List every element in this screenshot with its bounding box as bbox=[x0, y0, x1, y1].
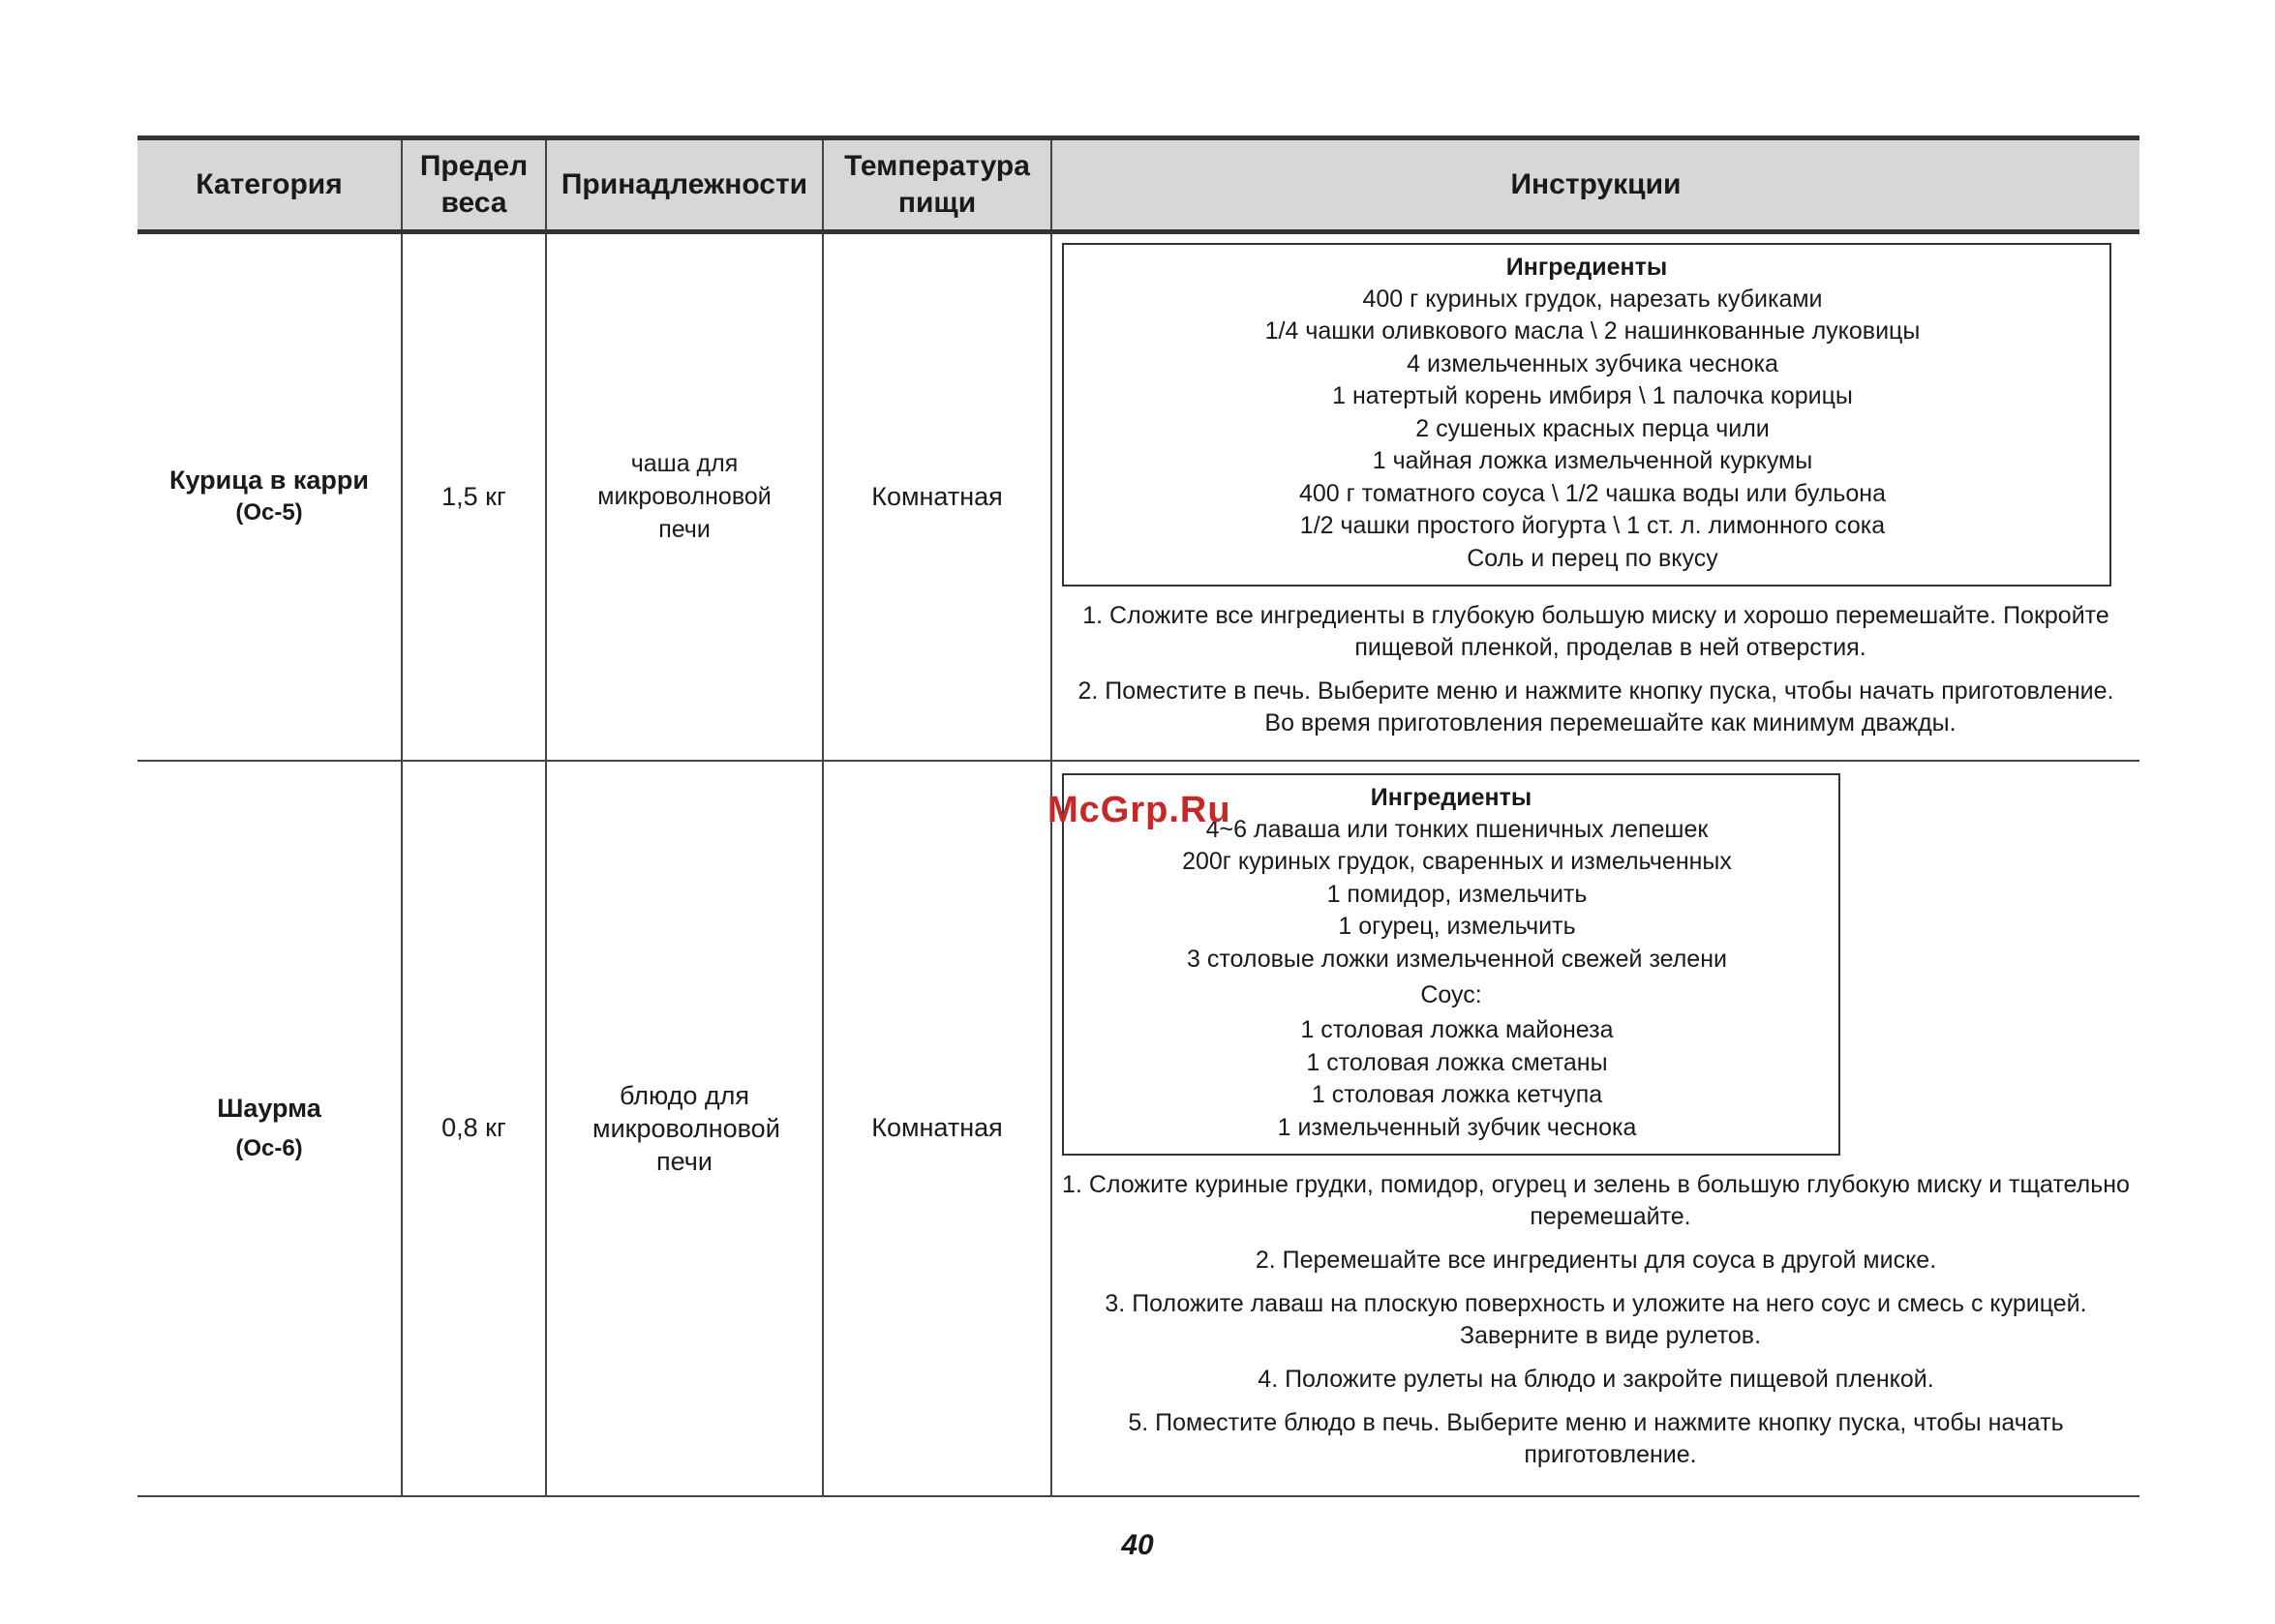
ingredients-title: Ингредиенты bbox=[1505, 253, 1668, 281]
accessory-cell bbox=[546, 761, 823, 1496]
instruction-step: 2. Перемешайте все ингредиенты для соуса в другой миске. bbox=[1255, 1247, 1937, 1275]
accessory-text: блюдо для микроволновой печи bbox=[592, 1080, 780, 1176]
header-category: Категория bbox=[137, 138, 402, 232]
page-number: 40 bbox=[1121, 1529, 1154, 1561]
instruction-step: 5. Поместите блюдо в печь. Выберите меню и нажмите кнопку пуска, чтобы начать приготовление. bbox=[1128, 1409, 2064, 1469]
temperature-cell: Комнатная bbox=[823, 232, 1051, 761]
ingredient-item: 200г куриных грудок, сваренных и измельченных bbox=[1182, 848, 1732, 876]
category-cell bbox=[137, 761, 402, 1496]
ingredient-item: Соль и перец по вкусу bbox=[1467, 544, 1718, 572]
ingredients-title: Ингредиенты bbox=[1370, 783, 1532, 811]
instruction-step: 4. Положите рулеты на блюдо и закройте пищевой пленкой. bbox=[1258, 1366, 1934, 1394]
header-temperature: Температура пищи bbox=[823, 138, 1051, 232]
header-instructions: Инструкции bbox=[1051, 138, 2139, 232]
sauce-item: 1 столовая ложка кетчупа bbox=[1311, 1081, 1603, 1109]
table-row bbox=[137, 761, 2139, 1496]
ingredient-item: 1 натертый корень имбиря \ 1 палочка корицы bbox=[1332, 382, 1853, 409]
sauce-title: Соус: bbox=[1420, 981, 1482, 1009]
sauce-item: 1 столовая ложка сметаны bbox=[1306, 1048, 1608, 1076]
instructions-cell bbox=[1051, 232, 2139, 761]
instruction-step: 3. Положите лаваш на плоскую поверхность и уложите на него соус и смесь с курицей. Заверните в виде рулетов. bbox=[1105, 1290, 2087, 1350]
category-cell bbox=[137, 232, 402, 761]
ingredient-item: 1/2 чашки простого йогурта \ 1 ст. л. лимонного сока bbox=[1299, 512, 1886, 539]
watermark: McGrp.Ru bbox=[1047, 790, 1231, 830]
ingredients-box bbox=[1062, 243, 2111, 587]
program-code: (Ос-5) bbox=[235, 499, 303, 526]
instruction-step: 2. Поместите в печь. Выберите меню и нажмите кнопку пуска, чтобы начать приготовление. Во время приготовления перемешайте как минимум дважды. bbox=[1077, 677, 2114, 737]
accessory-text: чаша для микроволновой печи bbox=[597, 450, 772, 544]
sauce-item: 1 столовая ложка майонеза bbox=[1300, 1016, 1614, 1044]
ingredient-item: 1 чайная ложка измельченной куркумы bbox=[1372, 447, 1813, 474]
weight-cell: 1,5 кг bbox=[402, 232, 546, 761]
table-row bbox=[137, 232, 2139, 761]
instruction-step: 1. Сложите куриные грудки, помидор, огурец и зелень в большую глубокую миску и тщательно перемешайте. bbox=[1062, 1171, 2130, 1231]
program-code: (Ос-6) bbox=[235, 1134, 303, 1161]
header-accessories: Принадлежности bbox=[546, 138, 823, 232]
temperature-cell: Комнатная bbox=[823, 761, 1051, 1496]
ingredient-item: 400 г томатного соуса \ 1/2 чашка воды или бульона bbox=[1298, 479, 1887, 507]
ingredient-item: 3 столовые ложки измельченной свежей зелени bbox=[1187, 945, 1727, 973]
weight-cell: 0,8 кг bbox=[402, 761, 546, 1496]
ingredient-item: 4 измельченных зубчика чеснока bbox=[1407, 349, 1778, 377]
ingredient-item: 1 огурец, измельчить bbox=[1338, 913, 1576, 941]
accessory-cell bbox=[546, 232, 823, 761]
ingredient-item: 1/4 чашки оливкового масла \ 2 нашинкованные луковицы bbox=[1264, 317, 1921, 345]
category-name: Шаурма bbox=[217, 1093, 321, 1123]
category-name: Курица в карри bbox=[169, 466, 369, 496]
header-weight: Предел веса bbox=[402, 138, 546, 232]
instruction-step: 1. Сложите все ингредиенты в глубокую большую миску и хорошо перемешайте. Покройте пищевой пленкой, проделав в ней отверстия. bbox=[1082, 602, 2109, 661]
sauce-item: 1 измельченный зубчик чеснока bbox=[1277, 1113, 1637, 1141]
ingredient-item: 1 помидор, измельчить bbox=[1326, 880, 1588, 908]
ingredient-item: 400 г куриных грудок, нарезать кубиками bbox=[1362, 285, 1823, 313]
table-header-row bbox=[137, 138, 2139, 232]
ingredient-item: 2 сушеных красных перца чили bbox=[1415, 414, 1770, 442]
ingredient-item: 4~6 лаваша или тонких пшеничных лепешек bbox=[1205, 815, 1709, 843]
instructions-cell bbox=[1051, 761, 2139, 1496]
